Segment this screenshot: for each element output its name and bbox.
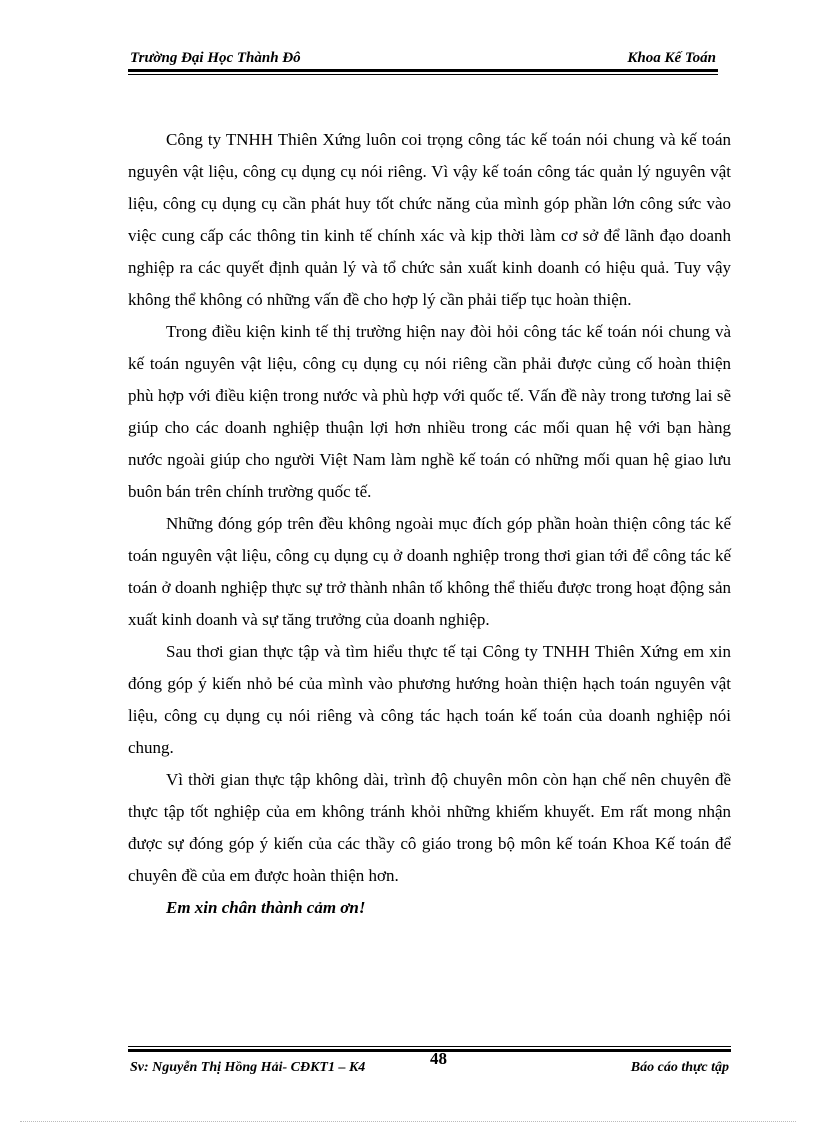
paragraph-5: Vì thời gian thực tập không dài, trình độ chuyên môn còn hạn chế nên chuyên đề thực tập tốt nghiệp của em không tránh khỏi những khiếm khuyết. Em rất mong nhận được sự đóng góp ý kiến của các thầy cô giáo trong bộ môn kế toán Khoa Kế toán để chuyên đề của em được hoàn thiện hơn.	[128, 770, 731, 885]
page-header	[128, 48, 718, 74]
page-edge-dotted-line	[20, 1121, 796, 1122]
header-school-name: Trường Đại Học Thành Đô	[130, 50, 301, 66]
footer-rule-thin	[128, 1046, 731, 1047]
paragraph-4: Sau thơi gian thực tập và tìm hiểu thực tế tại Công ty TNHH Thiên Xứng em xin đóng góp ý kiến nhỏ bé của mình vào phương hướng hoàn thiện hạch toán nguyên vật liệu, công cụ dụng cụ nói riêng và công tác hạch toán kế toán của doanh nghiệp nói chung.	[128, 642, 731, 757]
paragraph-3: Những đóng góp trên đều không ngoài mục đích góp phần hoàn thiện công tác kế toán nguyên vật liệu, công cụ dụng cụ ở doanh nghiệp trong thơi gian tới để công tác kế toán ở doanh nghiệp thực sự trở thành nhân tố không thể thiếu được trong hoạt động sản xuất kinh doanh và sự tăng trưởng của doanh nghiệp.	[128, 514, 731, 629]
page-footer	[128, 1046, 731, 1086]
paragraph-1: Công ty TNHH Thiên Xứng luôn coi trọng công tác kế toán nói chung và kế toán nguyên vật liệu, công cụ dụng cụ nói riêng. Vì vậy kế toán công tác quản lý nguyên vật liệu, công cụ dụng cụ cần phát huy tốt chức năng của mình góp phần lớn công sức vào việc cung cấp các thông tin kinh tế chính xác và kịp thời làm cơ sở để lãnh đạo doanh nghiệp ra các quyết định quản lý và tổ chức sản xuất kinh doanh có hiệu quả. Tuy vậy không thể không có những vấn đề cho hợp lý cần phải tiếp tục hoàn thiện.	[128, 130, 731, 309]
closing-line: Em xin chân thành cảm ơn!	[166, 898, 366, 917]
body-text	[128, 124, 731, 924]
footer-report-type: Báo cáo thực tập	[630, 1060, 729, 1075]
paragraph-2: Trong điều kiện kinh tế thị trường hiện nay đòi hỏi công tác kế toán nói chung và kế toán nguyên vật liệu, công cụ dụng cụ nói riêng cần phải được củng cố hoàn thiện phù hợp với điều kiện trong nước và phù hợp với quốc tế. Vấn đề này trong tương lai sẽ giúp cho các doanh nghiệp thuận lợi hơn nhiều trong các mối quan hệ với bạn hàng nước ngoài giúp cho người Việt Nam làm nghề kế toán có những mối quan hệ giao lưu buôn bán trên chính trường quốc tế.	[128, 322, 731, 501]
header-department: Khoa Kế Toán	[627, 50, 716, 66]
footer-student-info: Sv: Nguyễn Thị Hồng Hải- CĐKT1 – K4	[130, 1060, 366, 1075]
header-rule-thin	[128, 74, 718, 75]
page-number: 48	[430, 1049, 447, 1068]
header-rule-thick	[128, 69, 718, 72]
